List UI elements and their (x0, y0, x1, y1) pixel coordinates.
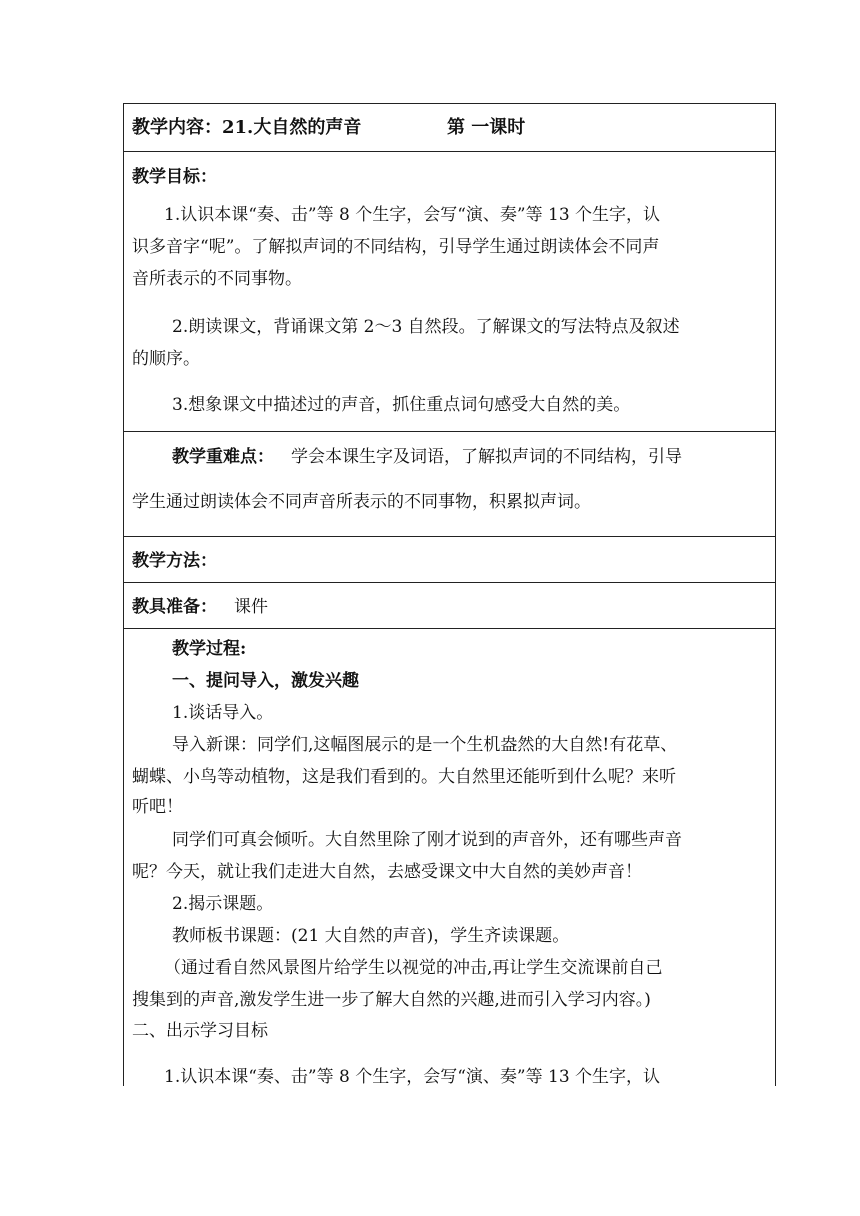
lesson-plan-table (123, 103, 776, 1086)
intro-line-3: 听吧！ (132, 797, 183, 817)
key-points-label: 教学重难点： (172, 447, 274, 467)
lesson-period-label: 第 一课时 (447, 117, 526, 138)
listen-line-1: 同学们可真会倾听。大自然里除了刚才说到的声音外，还有哪些声音 (172, 830, 682, 850)
goal-item-3-line-1: 3.想象课文中描述过的声音，抓住重点词句感受大自然的美。 (172, 395, 631, 415)
step-2-label: 2.揭示课题。 (172, 894, 274, 914)
intro-line-2: 蝴蝶、小鸟等动植物，这是我们看到的。大自然里还能听到什么呢？来听 (132, 767, 676, 787)
teaching-process-row (124, 628, 775, 1088)
teaching-goals-heading: 教学目标： (132, 167, 217, 187)
key-points-text-line-2: 学生通过朗读体会不同声音所表示的不同事物，积累拟声词。 (132, 492, 591, 512)
process-heading: 教学过程: (172, 639, 247, 659)
goal-item-1-line-1: 1.认识本课“奏、击”等 8 个生字，会写“演、奏”等 13 个生字，认 (164, 205, 661, 225)
listen-line-2: 呢？今天，就让我们走进大自然，去感受课文中大自然的美妙声音！ (132, 862, 642, 882)
lesson-content-label: 教学内容：21.大自然的声音 (132, 117, 362, 138)
goal-repeat-line: 1.认识本课“奏、击”等 8 个生字，会写“演、奏”等 13 个生字，认 (164, 1067, 661, 1087)
note-line-1: （通过看自然风景图片给学生以视觉的冲击,再让学生交流课前自己 (164, 958, 663, 978)
section-1-heading: 一、提问导入，激发兴趣 (172, 671, 359, 691)
goal-item-2-line-2: 的顺序。 (132, 349, 200, 369)
teaching-tools-label: 教具准备： (132, 597, 217, 617)
teaching-method-label: 教学方法： (132, 551, 217, 571)
note-line-2: 搜集到的声音,激发学生进一步了解大自然的兴趣,进而引入学习内容。) (132, 990, 651, 1010)
teaching-goals-row (124, 151, 775, 432)
key-points-text-line-1: 学会本课生字及词语，了解拟声词的不同结构，引导 (291, 447, 682, 467)
section-2-heading: 二、出示学习目标 (132, 1021, 268, 1041)
goal-item-2-line-1: 2.朗读课文，背诵课文第 2～3 自然段。了解课文的写法特点及叙述 (172, 317, 680, 337)
goal-item-1-line-2: 识多音字“呢”。了解拟声词的不同结构，引导学生通过朗读体会不同声 (132, 237, 660, 257)
lesson-title-row (124, 104, 775, 151)
teaching-tools-value: 课件 (234, 597, 268, 617)
intro-line-1: 导入新课：同学们,这幅图展示的是一个生机盎然的大自然!有花草、 (172, 735, 678, 755)
teaching-tools-row (124, 582, 775, 629)
goal-item-1-line-3: 音所表示的不同事物。 (132, 269, 302, 289)
key-points-row (124, 431, 775, 537)
step-1-label: 1.谈话导入。 (172, 703, 274, 723)
board-line: 教师板书课题：(21 大自然的声音)，学生齐读课题。 (172, 926, 570, 946)
teaching-method-row (124, 536, 775, 583)
